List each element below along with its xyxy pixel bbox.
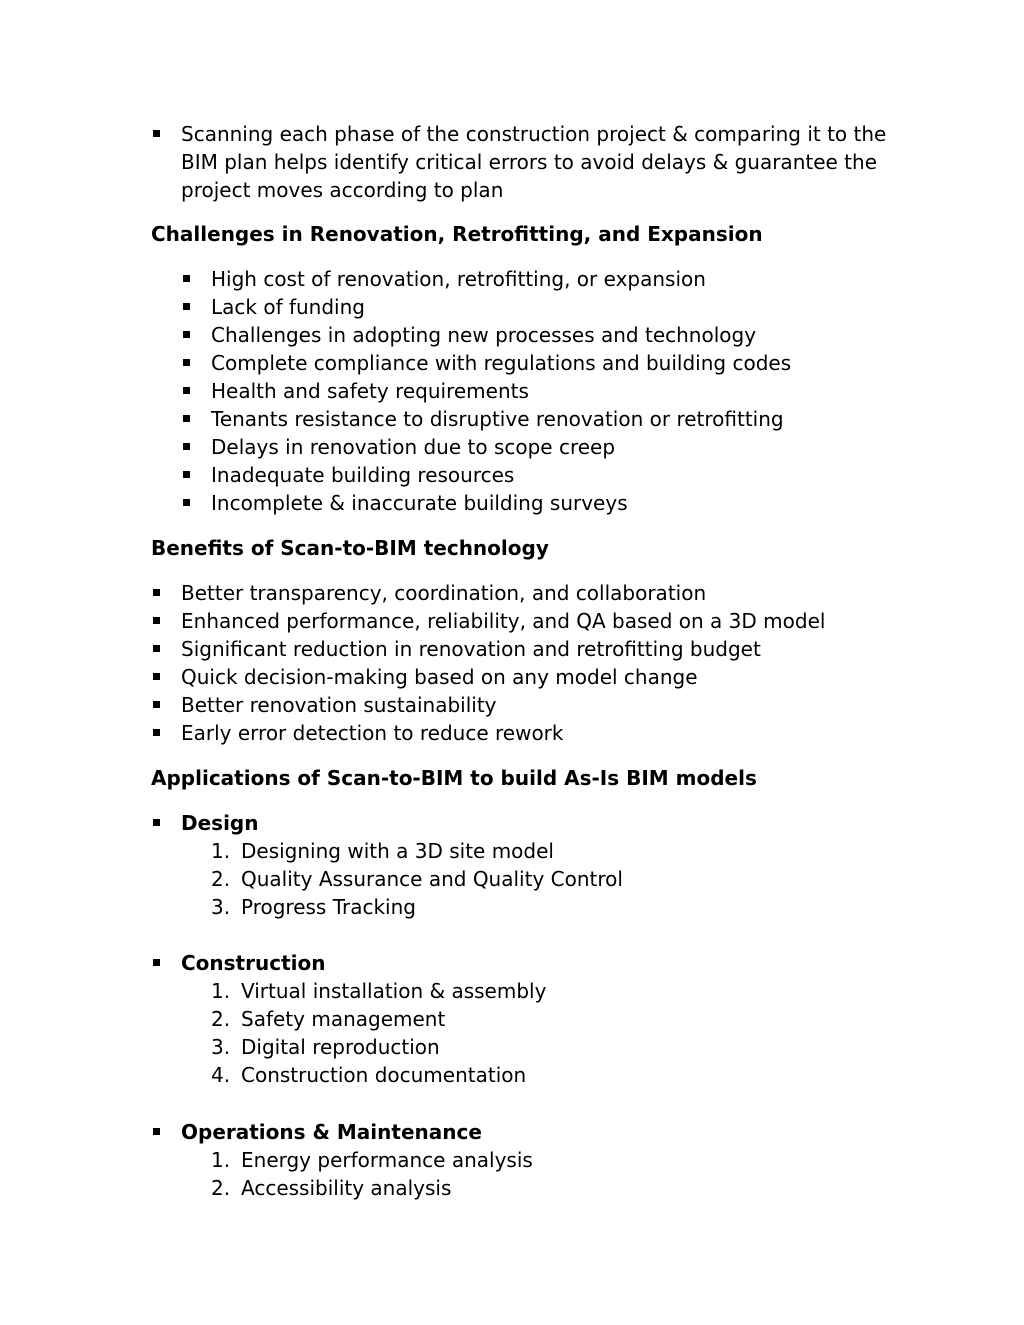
square-bullet-icon [183,443,190,450]
list-item-text: Designing with a 3D site model [241,839,554,863]
list-item [181,321,791,349]
list-item [181,377,791,405]
item-number: 3. [211,895,231,919]
square-bullet-icon [183,359,190,366]
square-bullet-icon [183,471,190,478]
list-item-text: Complete compliance with regulations and building codes [211,351,792,375]
square-bullet-icon [153,673,160,680]
application-section-design [151,809,623,921]
list-item [151,579,825,607]
list-item [181,489,791,517]
list-item-text: Accessibility analysis [241,1176,452,1200]
square-bullet-icon [153,701,160,708]
item-number: 2. [211,1007,231,1031]
list-item [211,1061,546,1089]
list-item-text: Virtual installation & assembly [241,979,547,1003]
list-item [211,1146,533,1174]
numbered-list [211,837,623,921]
list-item [181,461,791,489]
list-item [211,1005,546,1033]
section-title [151,809,623,837]
square-bullet-icon [153,645,160,652]
square-bullet-icon [153,589,160,596]
list-item-text: Safety management [241,1007,446,1031]
list-item [151,635,825,663]
list-item-text: Significant reduction in renovation and retrofitting budget [181,637,761,661]
list-item-text: Better transparency, coordination, and collaboration [181,581,707,605]
list-item-text: Enhanced performance, reliability, and QA based on a 3D model [181,609,826,633]
square-bullet-icon [153,819,160,826]
list-item-text: Health and safety requirements [211,379,529,403]
list-item-text: Progress Tracking [241,895,416,919]
square-bullet-icon [183,303,190,310]
application-section-operations [151,1118,533,1202]
square-bullet-icon [153,1128,160,1135]
section-title [151,949,546,977]
list-item [151,607,825,635]
square-bullet-icon [153,959,160,966]
square-bullet-icon [183,331,190,338]
list-item-text: Tenants resistance to disruptive renovation or retrofitting [211,407,784,431]
challenges-list [181,265,791,517]
intro-list [151,120,911,204]
square-bullet-icon [153,617,160,624]
list-item [211,893,623,921]
list-item [211,837,623,865]
list-item [181,349,791,377]
list-item-text: High cost of renovation, retrofitting, or expansion [211,267,706,291]
item-number: 1. [211,1148,231,1172]
list-item [211,865,623,893]
list-item-text: Quality Assurance and Quality Control [241,867,623,891]
square-bullet-icon [153,729,160,736]
square-bullet-icon [183,387,190,394]
square-bullet-icon [183,275,190,282]
item-number: 2. [211,1176,231,1200]
list-item-text: Energy performance analysis [241,1148,533,1172]
list-item [151,691,825,719]
list-item-text: Inadequate building resources [211,463,515,487]
list-item [181,293,791,321]
section-title-text: Design [181,811,259,835]
list-item-text: Construction documentation [241,1063,527,1087]
square-bullet-icon [183,415,190,422]
list-item-text: Quick decision-making based on any model change [181,665,698,689]
item-number: 4. [211,1063,231,1087]
item-number: 1. [211,839,231,863]
section-title-text: Construction [181,951,326,975]
square-bullet-icon [153,130,160,137]
benefits-list [151,579,825,747]
section-title-text: Operations & Maintenance [181,1120,482,1144]
challenges-heading: Challenges in Renovation, Retrofitting, and Expansion [151,222,763,246]
list-item-text: Incomplete & inaccurate building surveys [211,491,628,515]
benefits-heading: Benefits of Scan-to-BIM technology [151,536,549,560]
list-item-text: Lack of funding [211,295,365,319]
list-item [211,1174,533,1202]
list-item-text: Early error detection to reduce rework [181,721,564,745]
list-item [211,1033,546,1061]
list-item-text: Better renovation sustainability [181,693,497,717]
item-number: 2. [211,867,231,891]
section-title [151,1118,533,1146]
list-item [151,120,911,204]
list-item [181,433,791,461]
list-item [181,405,791,433]
numbered-list [211,1146,533,1202]
item-number: 1. [211,979,231,1003]
square-bullet-icon [183,499,190,506]
list-item [211,977,546,1005]
list-item [151,719,825,747]
list-item-text: Digital reproduction [241,1035,440,1059]
item-number: 3. [211,1035,231,1059]
list-item [151,663,825,691]
numbered-list [211,977,546,1089]
intro-text: Scanning each phase of the construction project & comparing it to the BIM plan helps identify critical errors to avoid delays & guarantee the project moves according to plan [181,122,887,202]
list-item-text: Challenges in adopting new processes and technology [211,323,757,347]
list-item [181,265,791,293]
application-section-construction [151,949,546,1089]
applications-heading: Applications of Scan-to-BIM to build As-Is BIM models [151,766,757,790]
list-item-text: Delays in renovation due to scope creep [211,435,616,459]
